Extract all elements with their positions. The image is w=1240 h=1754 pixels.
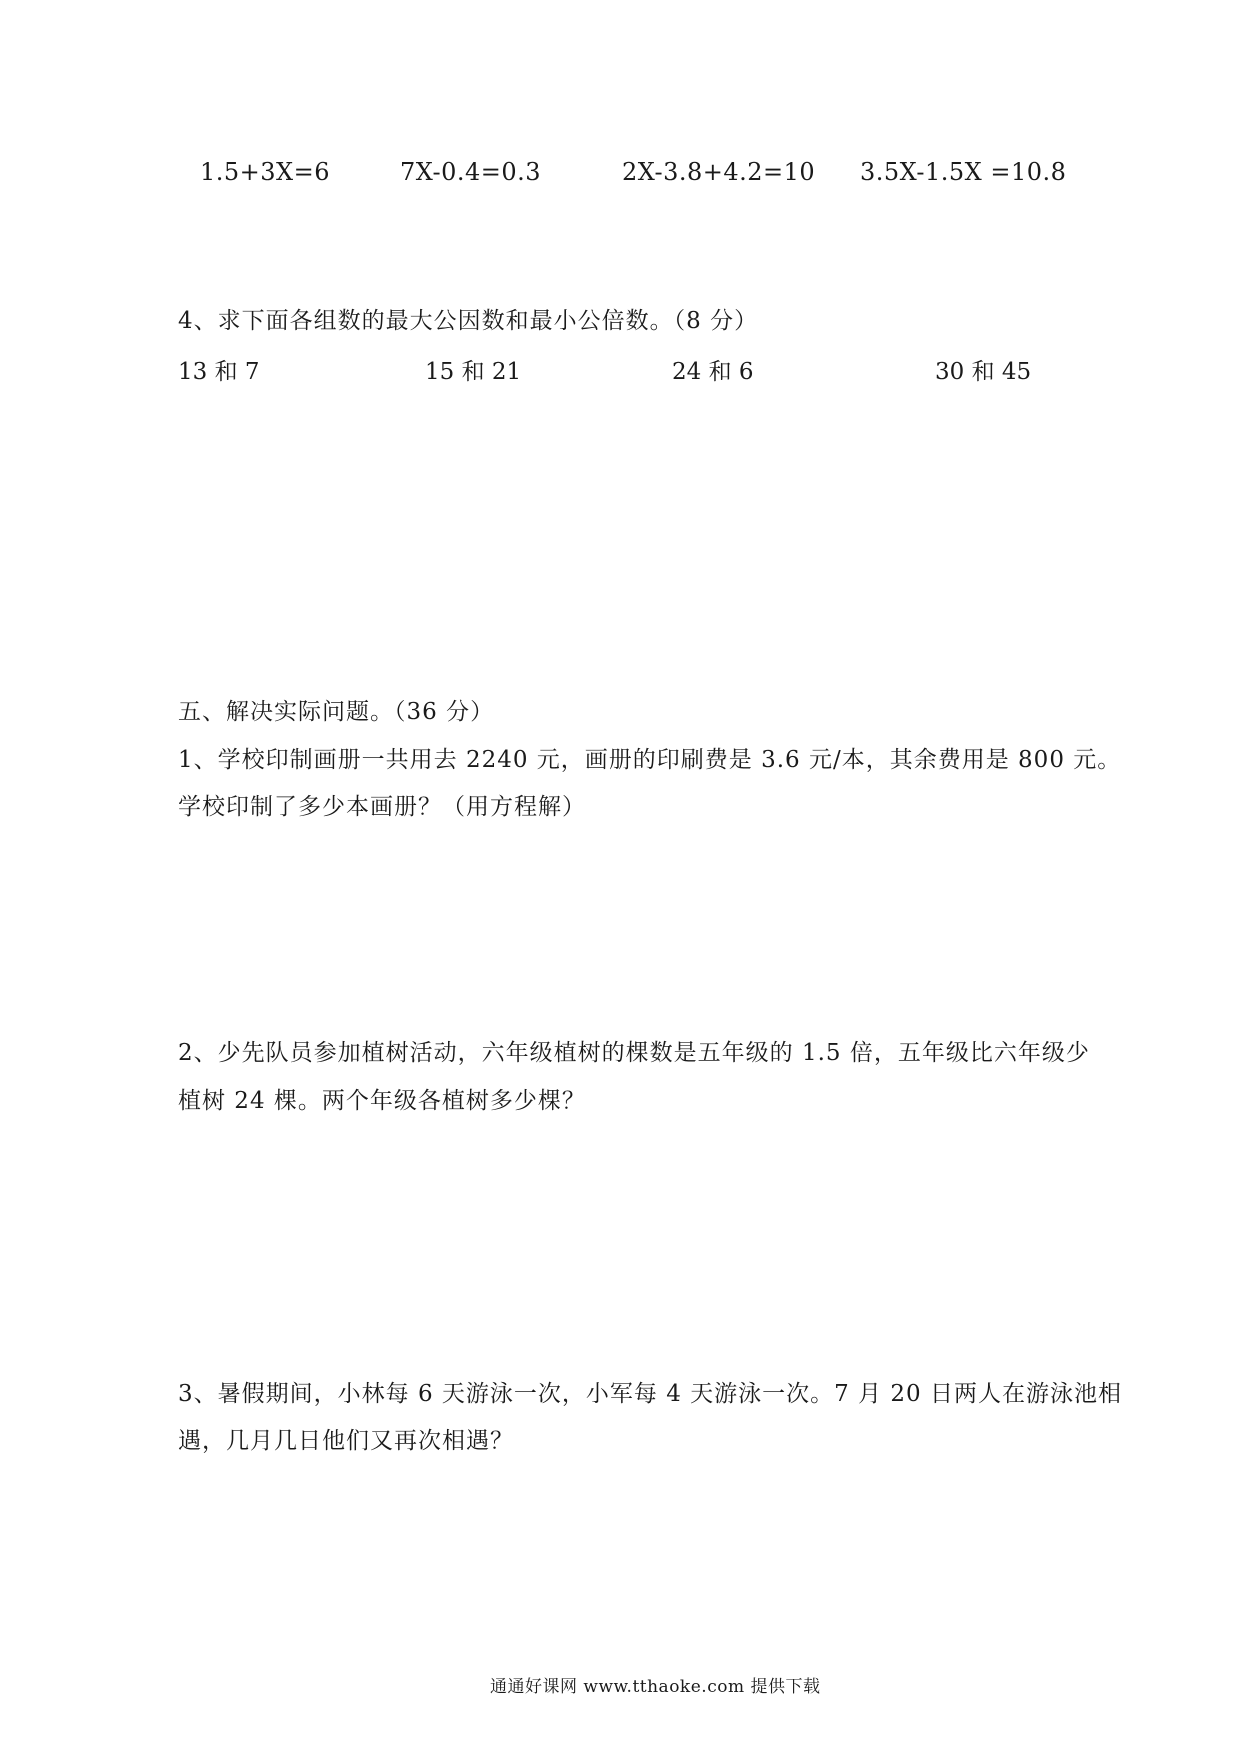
question-4-title: 4、求下面各组数的最大公因数和最小公倍数。（8 分） [178, 308, 759, 334]
section-5-title: 五、解决实际问题。（36 分） [178, 699, 495, 725]
problem-1-line-2: 学校印制了多少本画册？（用方程解） [178, 794, 586, 820]
equation-3: 2X-3.8+4.2=10 [622, 158, 816, 186]
equation-1: 1.5+3X=6 [200, 158, 331, 186]
page-footer: 通通好课网 www.tthaoke.com 提供下载 [490, 1677, 821, 1697]
equation-2: 7X-0.4=0.3 [400, 158, 542, 186]
number-pair-4: 30 和 45 [935, 359, 1032, 385]
number-pair-1: 13 和 7 [178, 359, 260, 385]
problem-2-line-2: 植树 24 棵。两个年级各植树多少棵？ [178, 1088, 586, 1114]
number-pair-2: 15 和 21 [425, 359, 522, 385]
problem-3-line-2: 遇，几月几日他们又再次相遇？ [178, 1428, 514, 1454]
problem-2-line-1: 2、少先队员参加植树活动，六年级植树的棵数是五年级的 1.5 倍，五年级比六年级少 [178, 1040, 1090, 1066]
problem-1-line-1: 1、学校印制画册一共用去 2240 元，画册的印刷费是 3.6 元/本，其余费用是 800 元。 [178, 747, 1122, 773]
problem-3-line-1: 3、暑假期间，小林每 6 天游泳一次，小军每 4 天游泳一次。7 月 20 日两人在游泳池相 [178, 1381, 1122, 1407]
equation-4: 3.5X-1.5X =10.8 [860, 158, 1067, 186]
number-pair-3: 24 和 6 [672, 359, 754, 385]
